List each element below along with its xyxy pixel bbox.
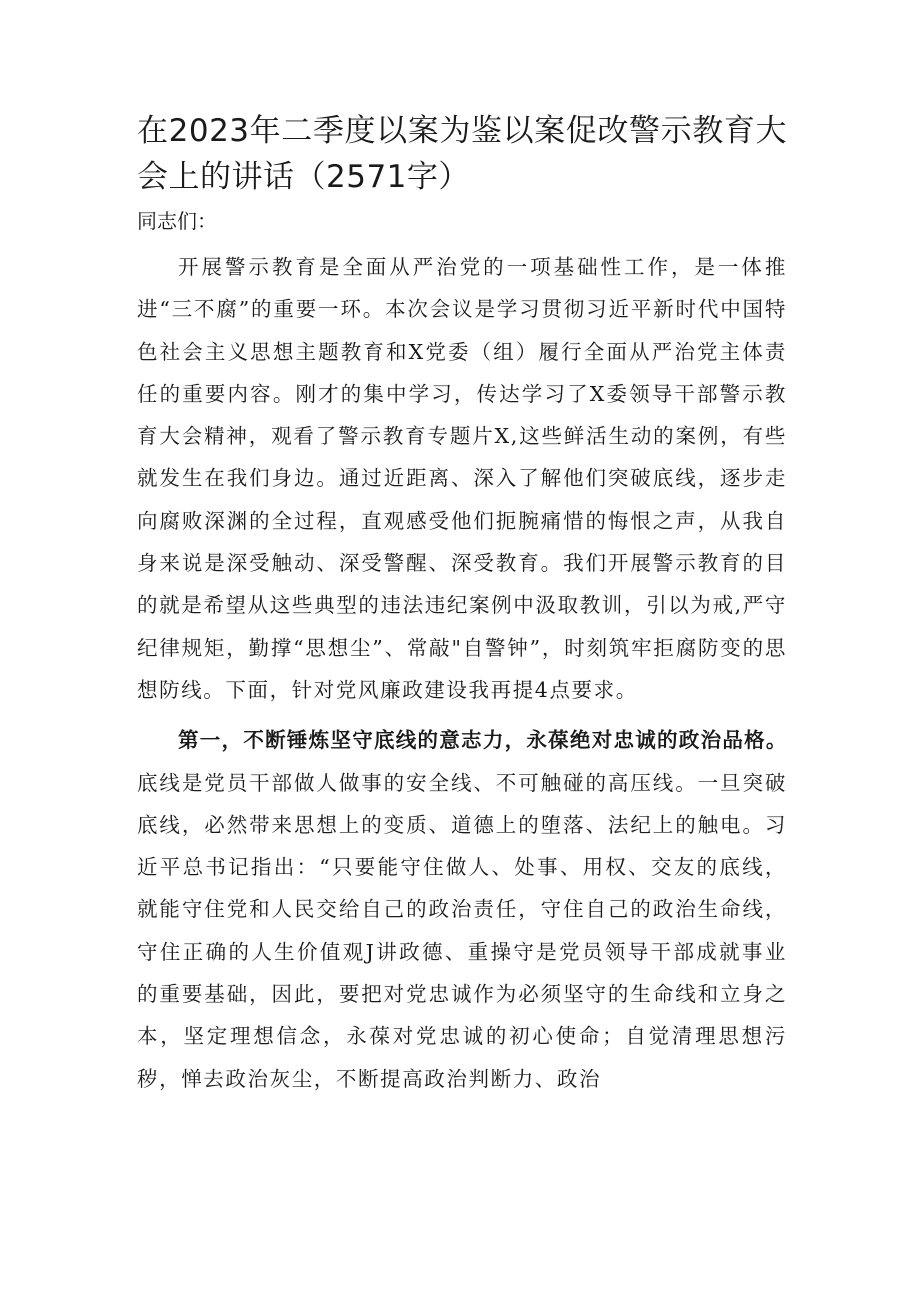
- document-page: [137, 108, 787, 1100]
- paragraph-1: 开展警示教育是全面从严治党的一项基础性工作，是一体推进“三不腐”的重要一环。本次会议是学习贯彻习近平新时代中国特色社会主义思想主题教育和X党委（组）履行全面从严治党主体责任的重要内容。刚才的集中学习，传达学习了X委领导干部警示教育大会精神，观看了警示教育专题片X,这些鲜活生动的案例，有些就发生在我们身边。通过近距离、深入了解他们突破底线，逐步走向腐败深渊的全过程，直观感受他们扼腕痛惜的悔恨之声，从我自身来说是深受触动、深受警醒、深受教育。我们开展警示教育的目的就是希望从这些典型的违法违纪案例中汲取教训，引以为戒,严守纪律规矩，勤撑“思想尘”、常敲"自警钟”，时刻筑牢拒腐防变的思想防线。下面，针对党风廉政建设我再提4点要求。: [137, 255, 787, 702]
- paragraph-2: [137, 719, 787, 1100]
- salutation: 同志们：: [137, 209, 217, 233]
- document-title: 在2023年二季度以案为鉴以案促改警示教育大会上的讲话（2571字）: [137, 113, 787, 195]
- paragraph-2-lead: 第一，不断锤炼坚守底线的意志力，永葆绝对忠诚的政治品格。: [178, 728, 787, 753]
- paragraph-2-body: 底线是党员干部做人做事的安全线、不可触碰的高压线。一旦突破底线，必然带来思想上的变质、道德上的堕落、法纪上的触电。习近平总书记指出：“只要能守住做人、处事、用权、交友的底线，就能守住党和人民交给自己的政治责任，守住自己的政治生命线，守住正确的人生价值观J讲政德、重操守是党员领导干部成就事业的重要基础，因此，要把对党忠诚作为必须坚守的生命线和立身之本，坚定理想信念，永葆对党忠诚的初心使命；自觉清理思想污秽，惮去政治灰尘，不断提高政治判断力、政治: [137, 770, 787, 1091]
